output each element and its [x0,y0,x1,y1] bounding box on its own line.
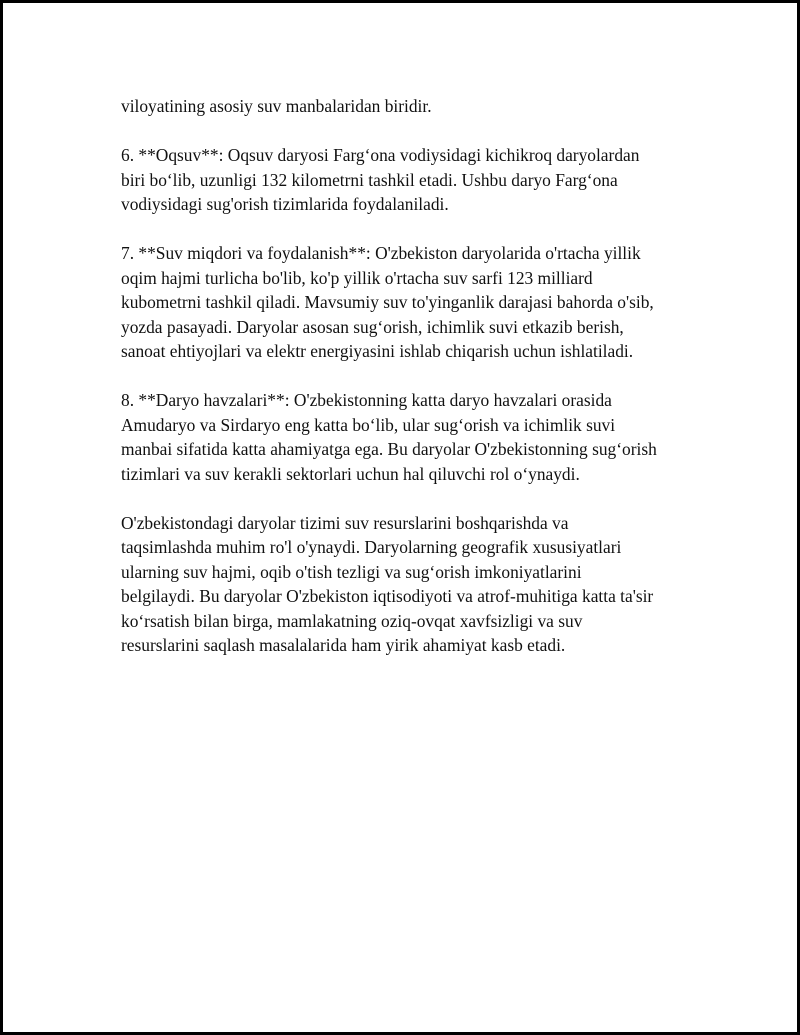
text-line: tizimlari va suv kerakli sektorlari uchun hal qiluvchi rol o‘ynaydi. [121,463,580,484]
paragraph-oqsuv [121,143,721,217]
text-line: Amudaryo va Sirdaryo eng katta bo‘lib, ular sug‘orish va ichimlik suvi [121,414,616,435]
paragraph-daryo-havzalari [121,388,721,486]
text-line: O'zbekistondagi daryolar tizimi suv resurslarini boshqarishda va [121,512,569,533]
text-line: oqim hajmi turlicha bo'lib, ko'p yillik o'rtacha suv sarfi 123 milliard [121,267,593,288]
text-line: ko‘rsatish bilan birga, mamlakatning oziq-ovqat xavfsizligi va suv [121,610,583,631]
text-line: vodiysidagi sug'orish tizimlarida foydalaniladi. [121,194,449,214]
text-line: taqsimlashda muhim ro'l o'ynaydi. Daryolarning geografik xususiyatlari [121,537,622,557]
document-body [121,94,721,682]
text-line: viloyatining asosiy suv manbalaridan biridir. [121,96,432,116]
text-line: yozda pasayadi. Daryolar asosan sug‘orish, ichimlik suvi etkazib berish, [121,316,624,337]
paragraph-continuation [121,94,721,119]
text-line: ularning suv hajmi, oqib o'tish tezligi va sug‘orish imkoniyatlarini [121,561,582,582]
text-line: resurslarini saqlash masalalarida ham yirik ahamiyat kasb etadi. [121,635,566,655]
paragraph-conclusion [121,511,721,658]
text-line: 6. **Oqsuv**: Oqsuv daryosi Farg‘ona vodiysidagi kichikroq daryolardan [121,145,640,165]
text-line: 8. **Daryo havzalari**: O'zbekistonning katta daryo havzalari orasida [121,390,612,410]
text-line: manbai sifatida katta ahamiyatga ega. Bu daryolar O'zbekistonning sug‘orish [121,439,657,459]
text-line: sanoat ehtiyojlari va elektr energiyasini ishlab chiqarish uchun ishlatiladi. [121,341,634,361]
text-line: belgilaydi. Bu daryolar O'zbekiston iqtisodiyoti va atrof-muhitiga katta ta'sir [121,586,654,606]
text-line: biri bo‘lib, uzunligi 132 kilometrni tashkil etadi. Ushbu daryo Farg‘ona [121,169,618,190]
text-line: 7. **Suv miqdori va foydalanish**: O'zbekiston daryolarida o'rtacha yillik [121,243,641,263]
text-line: kubometrni tashkil qiladi. Mavsumiy suv to'yinganlik darajasi bahorda o'sib, [121,292,654,312]
paragraph-suv-miqdori [121,241,721,364]
